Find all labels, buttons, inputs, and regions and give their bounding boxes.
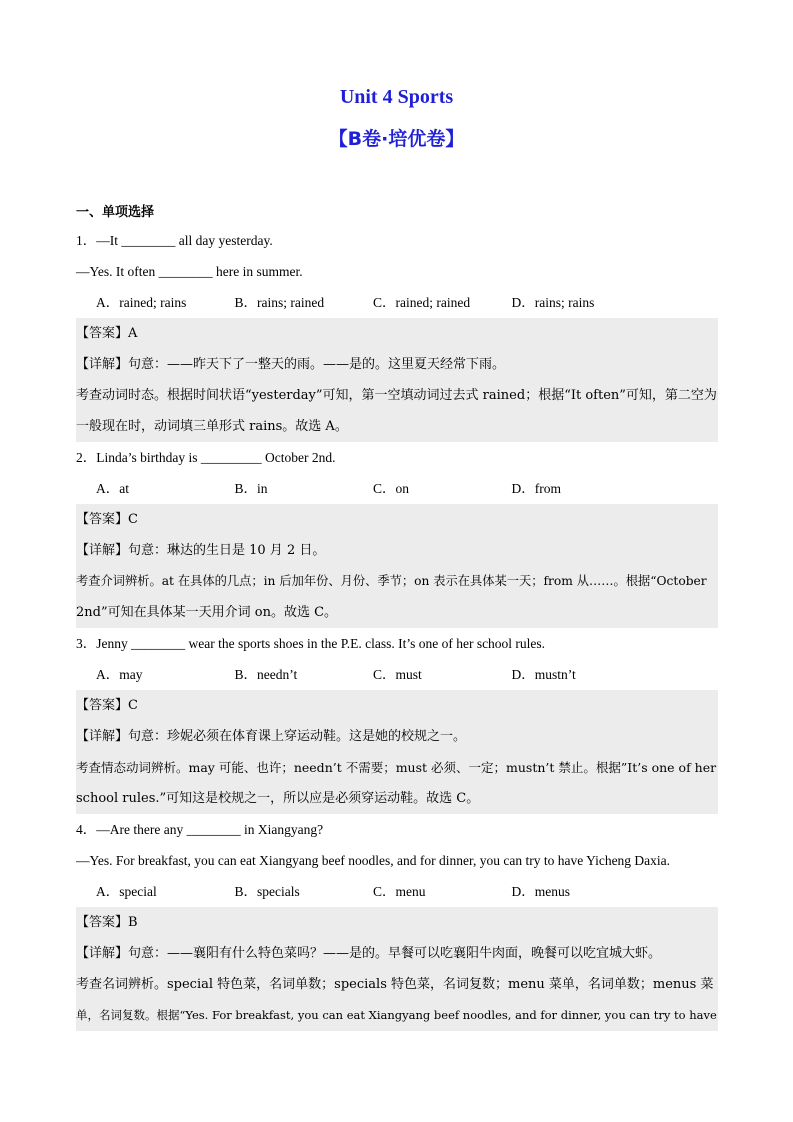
answer-analysis: 考查介词辨析。at 在具体的几点；in 后加年份、月份、季节；on 表示在具体某一天；from 从……。根据“October (76, 574, 707, 588)
document-content (76, 200, 718, 1031)
option-list (76, 473, 718, 504)
question-stem: 2．Linda’s birthday is _________ October 2nd. (76, 450, 336, 465)
option-a[interactable]: A．at (96, 481, 129, 496)
answer-label: 【答案】C (76, 512, 138, 527)
document-subtitle: 【B卷·培优卷】 (328, 128, 465, 150)
section-heading: 一、单项选择 (76, 205, 155, 220)
option-list (76, 287, 718, 318)
question-stem: 3．Jenny ________ wear the sports shoes in the P.E. class. It’s one of her school rules. (76, 636, 546, 651)
answer-detail: 【详解】句意：珍妮必须在体育课上穿运动鞋。这是她的校规之一。 (76, 729, 467, 744)
answer-analysis: 考查名词辨析。special 特色菜，名词单数；specials 特色菜，名词复数；menu 菜单，名词单数；menus 菜 (76, 977, 714, 992)
question-3 (76, 628, 718, 814)
answer-analysis: 2nd”可知在具体某一天用介词 on。故选 C。 (76, 605, 338, 620)
option-a[interactable]: A．special (96, 884, 157, 899)
question-1 (76, 225, 718, 442)
answer-detail: 【详解】句意：——襄阳有什么特色菜吗？——是的。早餐可以吃襄阳牛肉面，晚餐可以吃宜城大虾。 (76, 946, 662, 961)
option-list (76, 876, 718, 907)
question-stem: 1．—It ________ all day yesterday. (76, 233, 273, 248)
answer-analysis: 一般现在时，动词填三单形式 rains。故选 A。 (76, 419, 348, 434)
answer-label: 【答案】B (76, 915, 138, 930)
answer-analysis: 单，名词复数。根据“Yes. For breakfast, you can eat Xiangyang beef noodles, and for dinner, you can try to have (76, 1008, 717, 1022)
question-4 (76, 814, 718, 1031)
answer-box (76, 907, 718, 1031)
option-d[interactable]: D．mustn’t (511, 667, 576, 682)
option-c[interactable]: C．menu (373, 884, 426, 899)
option-b[interactable]: B．in (234, 481, 268, 496)
answer-detail: 【详解】句意：琳达的生日是 10 月 2 日。 (76, 543, 326, 558)
question-stem: 4．—Are there any ________ in Xiangyang? (76, 822, 324, 837)
question-2 (76, 442, 718, 628)
answer-box (76, 318, 718, 442)
option-c[interactable]: C．rained; rained (373, 295, 471, 310)
question-stem: —Yes. For breakfast, you can eat Xiangyang beef noodles, and for dinner, you can try to have Yicheng Daxia. (76, 853, 671, 868)
option-b[interactable]: B．needn’t (234, 667, 298, 682)
document-title: Unit 4 Sports (339, 86, 454, 108)
answer-detail: 【详解】句意：——昨天下了一整天的雨。——是的。这里夏天经常下雨。 (76, 357, 506, 372)
option-b[interactable]: B．specials (234, 884, 300, 899)
question-stem: —Yes. It often ________ here in summer. (76, 264, 303, 279)
option-d[interactable]: D．rains; rains (511, 295, 595, 310)
answer-box (76, 690, 718, 814)
option-d[interactable]: D．menus (511, 884, 570, 899)
option-list (76, 659, 718, 690)
answer-label: 【答案】C (76, 698, 138, 713)
answer-analysis: 考查动词时态。根据时间状语“yesterday”可知，第一空填动词过去式 rained；根据“It often”可知，第二空为 (76, 388, 717, 403)
option-a[interactable]: A．may (96, 667, 143, 682)
option-c[interactable]: C．must (373, 667, 422, 682)
answer-box (76, 504, 718, 628)
option-b[interactable]: B．rains; rained (234, 295, 325, 310)
answer-label: 【答案】A (76, 326, 138, 341)
answer-analysis: school rules.”可知这是校规之一，所以应是必须穿运动鞋。故选 C。 (76, 791, 480, 806)
answer-analysis: 考查情态动词辨析。may 可能、也许；needn’t 不需要；must 必须、一定；mustn’t 禁止。根据”It’s one of her (76, 760, 717, 775)
option-a[interactable]: A．rained; rains (96, 295, 187, 310)
option-c[interactable]: C．on (373, 481, 410, 496)
option-d[interactable]: D．from (511, 481, 561, 496)
